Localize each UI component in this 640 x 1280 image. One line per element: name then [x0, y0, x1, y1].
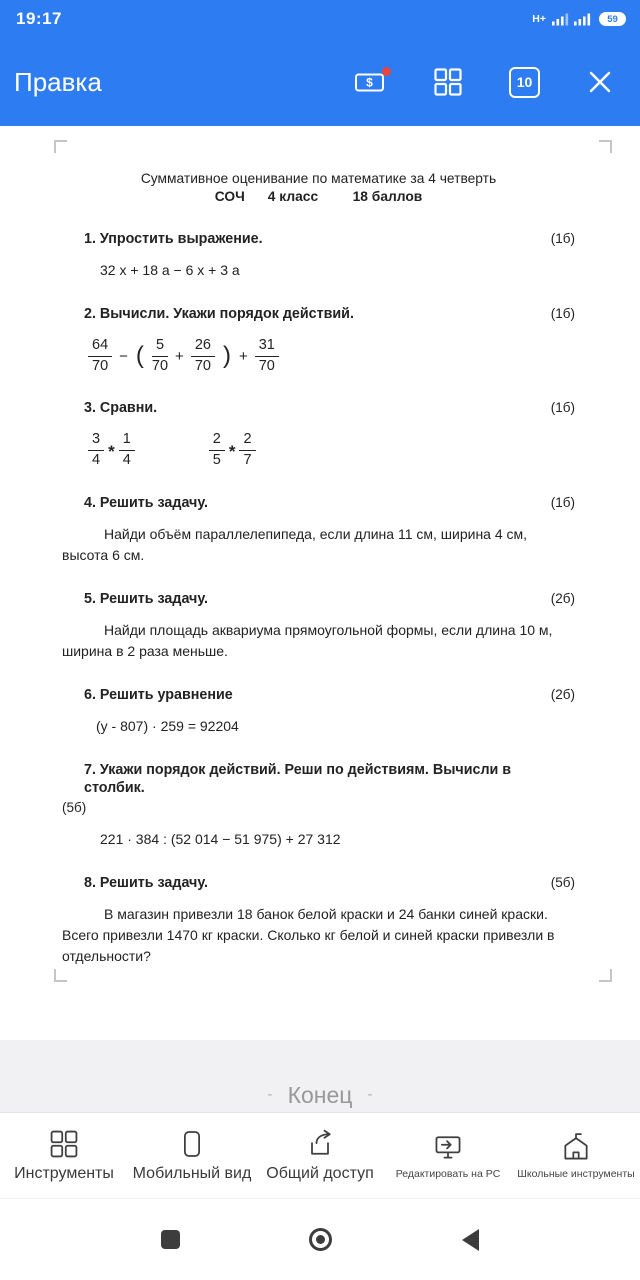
signal-bars-icon [552, 12, 569, 26]
page-count-button[interactable] [509, 67, 540, 98]
task-4-points: (1б) [550, 494, 575, 510]
toolbar-item-tools[interactable] [0, 1113, 128, 1198]
network-type-indicator: H+ [532, 13, 546, 25]
premium-ticket-button[interactable] [353, 69, 387, 96]
plus-operator: + [175, 347, 184, 365]
task-8 [62, 874, 575, 967]
mobile-view-icon [176, 1128, 208, 1160]
back-button[interactable] [450, 1220, 490, 1260]
toolbar-label-school-tools: Школьные инструменты [517, 1168, 635, 1180]
fraction: $\frac{3}{4}$ [88, 431, 104, 469]
task-1-label: 1. Упростить выражение. [84, 231, 263, 247]
notification-dot [382, 67, 391, 76]
plus-operator: + [238, 347, 248, 365]
comparison-star: * [108, 441, 115, 461]
edit-mode-button[interactable]: Правка [14, 66, 102, 97]
comparison-star: * [228, 441, 236, 461]
school-tools-icon [560, 1131, 592, 1163]
toolbar-label-mobile-view: Мобильный вид [132, 1165, 252, 1182]
end-dash-left: - [267, 1086, 273, 1103]
page-count-badge: 10 [509, 67, 540, 98]
grid-icon [433, 67, 463, 97]
task-8-points: (5б) [550, 874, 575, 890]
toolbar-label-tools: Инструменты [14, 1165, 114, 1182]
home-circle-icon [309, 1228, 332, 1251]
task-2 [62, 305, 575, 375]
document-content [0, 126, 640, 967]
task-1-body: 32 х + 18 а − 6 х + 3 а [100, 262, 240, 278]
task-5-points: (2б) [550, 590, 575, 606]
home-button[interactable] [300, 1220, 340, 1260]
document-title: Суммативное оценивание по математике за 4 четверть [140, 171, 497, 186]
grid-view-button[interactable] [433, 67, 463, 97]
task-3-points: (1б) [550, 400, 575, 416]
task-4-body: Найди объём параллелепипеда, если длина 11 см, ширина 4 см, высота 6 см. [62, 525, 528, 563]
task-1-points: (1б) [550, 231, 575, 246]
bottom-toolbar [0, 1112, 640, 1198]
task-3-label: 3. Сравни. [84, 400, 158, 417]
share-icon [304, 1128, 336, 1160]
task-6-label: 6. Решить уравнение [84, 686, 233, 703]
minus-operator: − [119, 347, 128, 365]
page-corner-mark-tr [599, 140, 612, 153]
toolbar-label-share: Общий доступ [266, 1165, 374, 1182]
fraction: $\frac{64}{70}$ [88, 337, 112, 375]
task-8-body: В магазин привезли 18 банок белой краски и 24 банки синей краски. Всего привезли 1470 кг краски. Сколько кг белой и синей краски привезли в отдельности? [62, 905, 555, 964]
fraction: $\frac{2}{5}$ [209, 431, 225, 469]
close-paren: ) [222, 342, 231, 370]
page-corner-mark-tl [54, 140, 67, 153]
task-5 [62, 590, 575, 662]
fraction: $\frac{2}{7}$ [239, 431, 255, 469]
toolbar-label-edit-on-pc: Редактировать на PC [395, 1168, 501, 1180]
android-nav-bar [0, 1198, 640, 1280]
end-dash-right: - [367, 1086, 373, 1103]
close-icon [586, 68, 614, 96]
page-corner-mark-br [599, 969, 612, 982]
back-triangle-icon [462, 1229, 479, 1251]
task-2-points: (1б) [550, 306, 575, 321]
fraction: $\frac{5}{70}$ [151, 337, 169, 374]
task-6 [62, 686, 575, 737]
task-6-points: (2б) [550, 686, 575, 702]
fraction: $\frac{1}{4}$ [119, 431, 135, 469]
task-2-expression [88, 337, 575, 375]
task-3 [62, 399, 575, 469]
toolbar-item-school-tools[interactable] [512, 1113, 640, 1198]
toolbar-item-edit-on-pc[interactable] [384, 1113, 512, 1198]
task-4 [62, 494, 575, 566]
recents-square-icon [161, 1230, 180, 1249]
task-6-body: (у - 807) · 259 = 92204 [96, 717, 239, 734]
task-7 [62, 761, 575, 850]
ticket-dollar-glyph: $ [366, 75, 373, 89]
status-bar [0, 0, 640, 38]
document-subtitle: СОЧ 4 класс 18 баллов [214, 189, 423, 204]
document-page[interactable] [0, 126, 640, 1040]
signal-bars-sim2-icon [574, 12, 591, 26]
task-7-label: 7. Укажи порядок действий. Реши по действиям. Вычисли в столбик. [84, 761, 512, 796]
toolbar-item-share[interactable] [256, 1113, 384, 1198]
tools-grid-icon [48, 1128, 80, 1160]
task-1 [62, 230, 575, 281]
task-3-comparisons [88, 431, 575, 469]
status-time: 19:17 [16, 9, 62, 28]
toolbar-item-mobile-view[interactable] [128, 1113, 256, 1198]
task-5-body: Найди площадь аквариума прямоугольной формы, если длина 10 м, ширина в 2 раза меньше. [62, 621, 553, 659]
open-paren: ( [135, 342, 144, 370]
task-8-label: 8. Решить задачу. [84, 874, 209, 891]
task-7-body: 221 · 384 : (52 014 − 51 975) + 27 312 [100, 830, 341, 847]
fraction: $\frac{26}{70}$ [191, 337, 215, 375]
battery-icon [599, 12, 626, 26]
recents-button[interactable] [150, 1220, 190, 1260]
task-4-label: 4. Решить задачу. [84, 494, 209, 511]
task-2-label: 2. Вычисли. Укажи порядок действий. [84, 306, 354, 322]
app-toolbar [0, 38, 640, 126]
battery-percent: 59 [607, 13, 618, 25]
close-button[interactable] [586, 68, 614, 96]
edit-on-pc-icon [432, 1131, 464, 1163]
page-corner-mark-bl [54, 969, 67, 982]
task-7-points: (5б) [62, 799, 87, 815]
fraction: $\frac{31}{70}$ [255, 337, 279, 375]
end-of-document-label: Конец [287, 1082, 353, 1108]
task-5-label: 5. Решить задачу. [84, 590, 209, 607]
document-end-strip [0, 1040, 640, 1112]
